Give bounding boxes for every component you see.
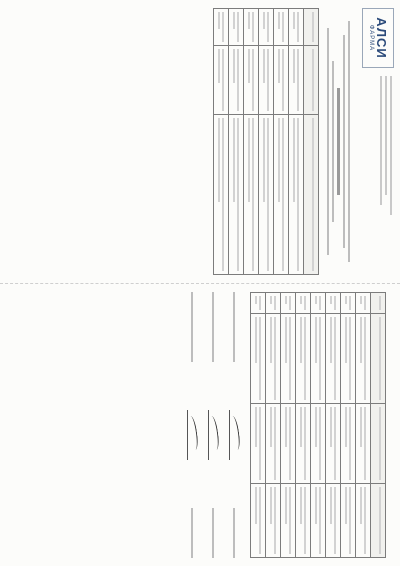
handwritten-signature [208,410,219,460]
left-table-row [259,9,274,275]
right-table-cell [281,314,296,404]
right-table-header-cell [371,483,386,557]
signature-block [187,292,240,558]
left-table-cell [214,46,229,115]
right-table-header-cell [371,314,386,404]
right-table-cell [266,314,281,404]
right-table-cell [296,293,311,314]
right-table-row [266,293,281,558]
right-table [250,292,386,558]
right-table-cell [296,483,311,557]
right-table-row [341,293,356,558]
right-table-row [281,293,296,558]
right-table-cell [356,483,371,557]
left-table-cell [244,46,259,115]
left-table-cell [274,9,289,46]
right-table-cell [251,293,266,314]
right-table-cell [326,483,341,557]
company-logo [362,8,394,68]
right-table-row [326,293,341,558]
right-table-cell [281,293,296,314]
handwritten-signature [187,410,198,460]
left-table-row [214,9,229,275]
right-table-cell [326,293,341,314]
right-table-row [356,293,371,558]
right-table-cell [326,404,341,484]
left-table-header-cell [304,46,319,115]
right-table-cell [356,293,371,314]
left-table-cell [229,46,244,115]
left-table-row [289,9,304,275]
signature-row [187,292,198,558]
left-table-cell [289,46,304,115]
right-table-cell [341,483,356,557]
right-table-cell [311,293,326,314]
logo-sub: ФАРМА [368,24,375,52]
right-table-cell [311,404,326,484]
right-table-cell [296,314,311,404]
signature-name [234,508,236,558]
signature-row [229,292,240,558]
page-right [0,283,400,566]
address-block [380,76,394,275]
right-table-cell [341,293,356,314]
right-table-cell [251,483,266,557]
left-table-row [244,9,259,275]
signature-name [213,508,215,558]
left-table-cell [244,115,259,275]
letterhead [354,8,394,275]
left-table-cell [244,9,259,46]
right-table-cell [296,404,311,484]
left-table-row [229,9,244,275]
right-table-cell [356,314,371,404]
left-table-cell [274,46,289,115]
right-table-cell [341,404,356,484]
left-table-cell [259,9,274,46]
right-table-header-cell [371,404,386,484]
signature-role [234,292,236,362]
right-table-header-cell [371,293,386,314]
left-table-cell [259,115,274,275]
signature-role [192,292,194,362]
left-table-cell [289,115,304,275]
document-header [327,8,350,275]
right-table-cell [356,404,371,484]
left-table [213,8,319,275]
right-table-cell [281,404,296,484]
right-table-cell [266,404,281,484]
handwritten-signature [229,410,240,460]
signature-name [192,508,194,558]
signature-row [208,292,219,558]
left-table-header-cell [304,9,319,46]
left-table-header-cell [304,115,319,275]
left-table-cell [289,9,304,46]
right-table-row [296,293,311,558]
right-table-cell [341,314,356,404]
right-table-cell [266,483,281,557]
signature-role [213,292,215,362]
right-table-cell [311,314,326,404]
right-table-row [311,293,326,558]
right-table-row [251,293,266,558]
right-table-cell [266,293,281,314]
right-table-cell [251,314,266,404]
left-table-cell [214,115,229,275]
left-table-cell [214,9,229,46]
right-table-cell [251,404,266,484]
left-table-cell [274,115,289,275]
left-table-cell [229,9,244,46]
right-table-cell [326,314,341,404]
right-table-cell [281,483,296,557]
logo-mark: АЛСИ [374,17,390,59]
left-table-row [274,9,289,275]
left-table-cell [229,115,244,275]
left-table-cell [259,46,274,115]
right-table-cell [311,483,326,557]
